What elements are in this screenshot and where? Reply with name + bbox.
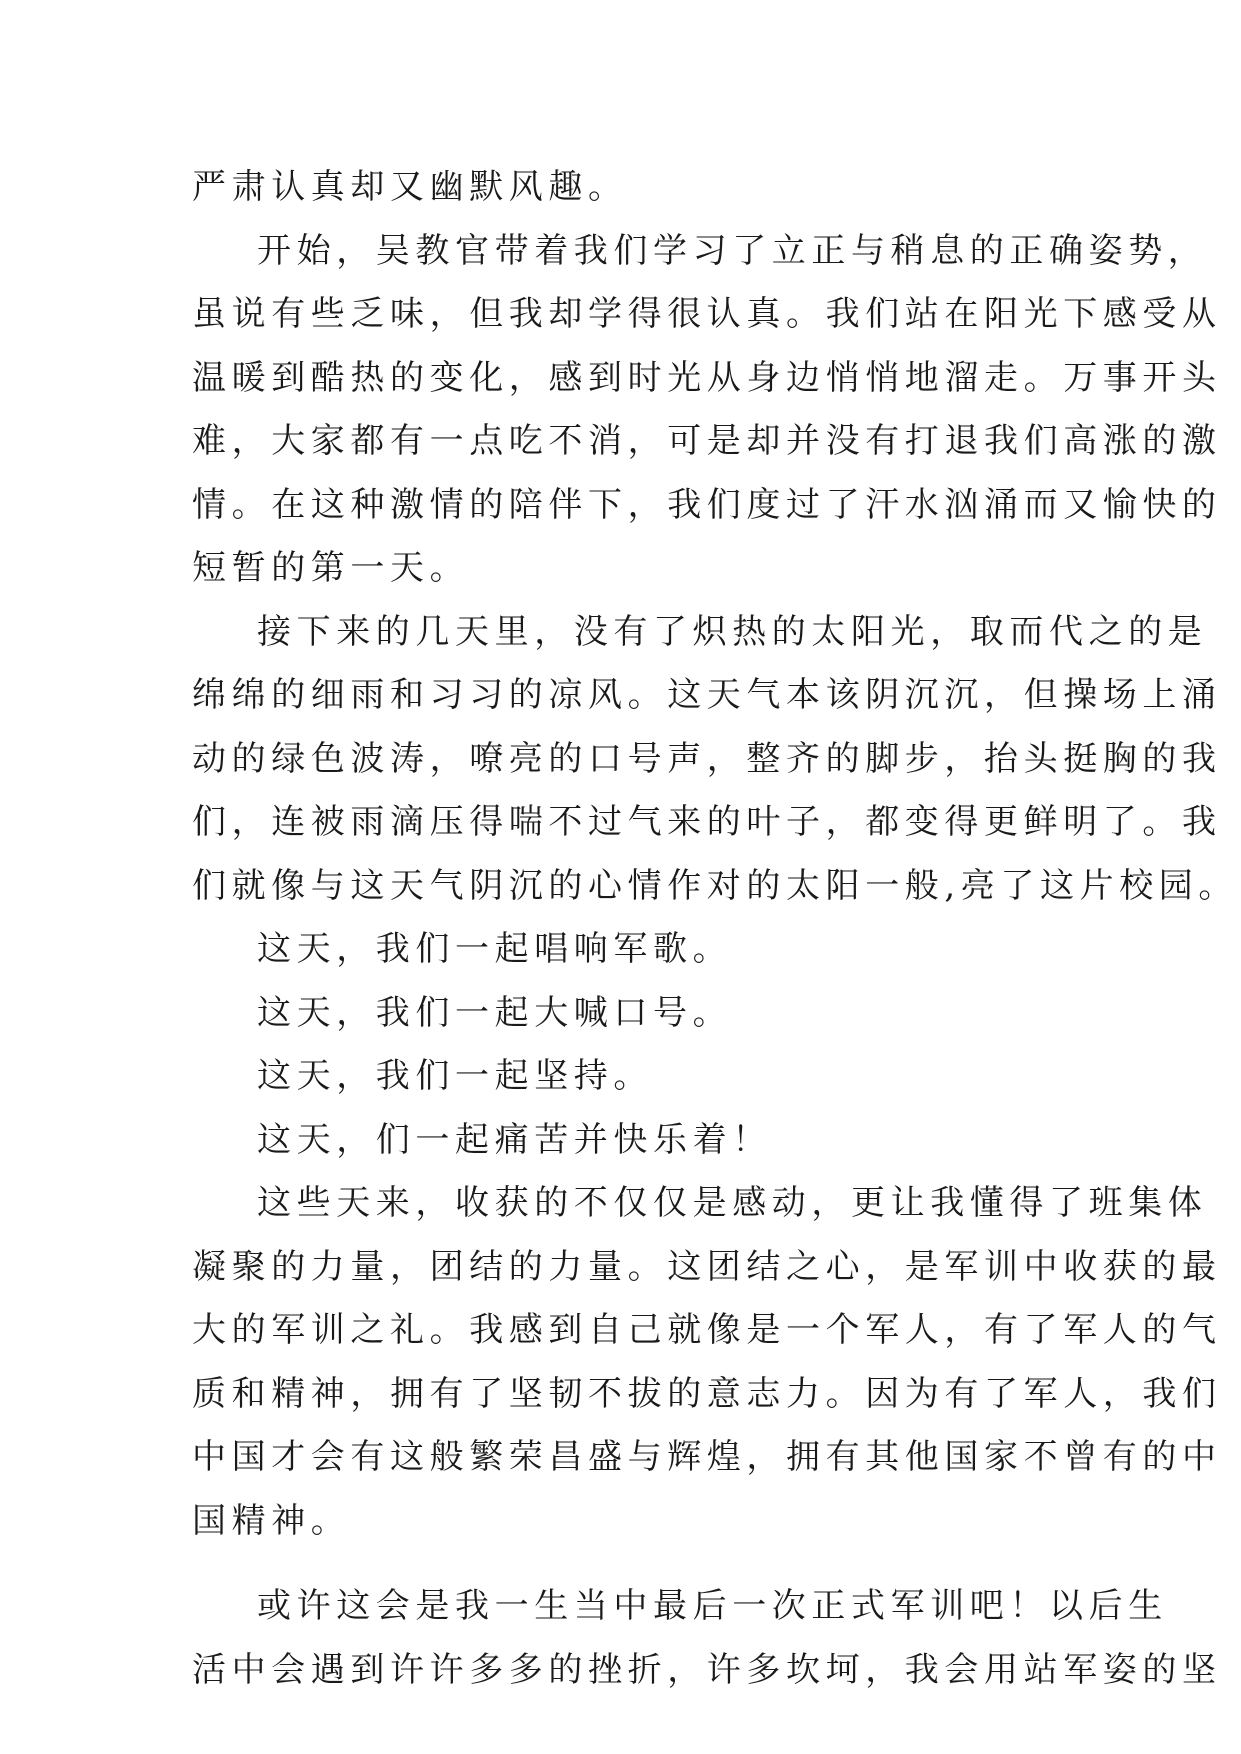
paragraph-start-line: 这些天来，收获的不仅仅是感动，更让我懂得了班集体 (257, 1183, 1208, 1223)
paragraph-start-line: 接下来的几天里，没有了炽热的太阳光，取而代之的是 (257, 611, 1208, 652)
text-line: 短暂的第一天。 (192, 548, 470, 588)
text-line: 中国才会有这般繁荣昌盛与辉煌，拥有其他国家不曾有的中 (192, 1437, 1222, 1477)
text-line: 们，连被雨滴压得喘不过气来的叶子，都变得更鲜明了。我 (192, 802, 1222, 842)
paragraph-start-line: 这天，我们一起大喊口号。 (257, 992, 733, 1033)
paragraph-start-line: 或许这会是我一生当中最后一次正式军训吧！以后生 (257, 1586, 1168, 1626)
text-line: 虽说有些乏味，但我却学得很认真。我们站在阳光下感受从 (192, 294, 1222, 334)
document-body (192, 156, 1239, 1702)
paragraph-start-line: 这天，我们一起唱响军歌。 (257, 929, 733, 969)
text-line: 绵绵的细雨和习习的凉风。这天气本该阴沉沉，但操场上涌 (192, 675, 1222, 715)
text-line: 国精神。 (192, 1500, 351, 1541)
text-line: 严肃认真却又幽默风趣。 (192, 167, 628, 207)
text-line: 情。在这种激情的陪伴下，我们度过了汗水汹涌而又愉快的 (192, 484, 1222, 525)
paragraph-start-line: 开始，吴教官带着我们学习了立正与稍息的正确姿势， (257, 230, 1208, 271)
paragraph-start-line: 这天，们一起痛苦并快乐着！ (257, 1119, 772, 1160)
text-line: 动的绿色波涛，嘹亮的口号声，整齐的脚步，抬头挺胸的我 (192, 738, 1222, 779)
text-line: 大的军训之礼。我感到自己就像是一个军人，有了军人的气 (192, 1310, 1222, 1350)
text-line: 温暖到酷热的变化，感到时光从身边悄悄地溜走。万事开头 (192, 357, 1222, 398)
paragraph-start-line: 这天，我们一起坚持。 (257, 1056, 653, 1096)
text-line: 难，大家都有一点吃不消，可是却并没有打退我们高涨的激 (192, 421, 1222, 461)
paragraph-gap (192, 1553, 1072, 1575)
text-line: 活中会遇到许许多多的挫折，许多坎坷，我会用站军姿的坚 (192, 1649, 1222, 1690)
text-line: 质和精神，拥有了坚韧不拔的意志力。因为有了军人，我们 (192, 1373, 1222, 1414)
text-line: 凝聚的力量，团结的力量。这团结之心，是军训中收获的最 (192, 1246, 1222, 1287)
text-line: 们就像与这天气阴沉的心情作对的太阳一般,亮了这片校园。 (192, 865, 1239, 906)
